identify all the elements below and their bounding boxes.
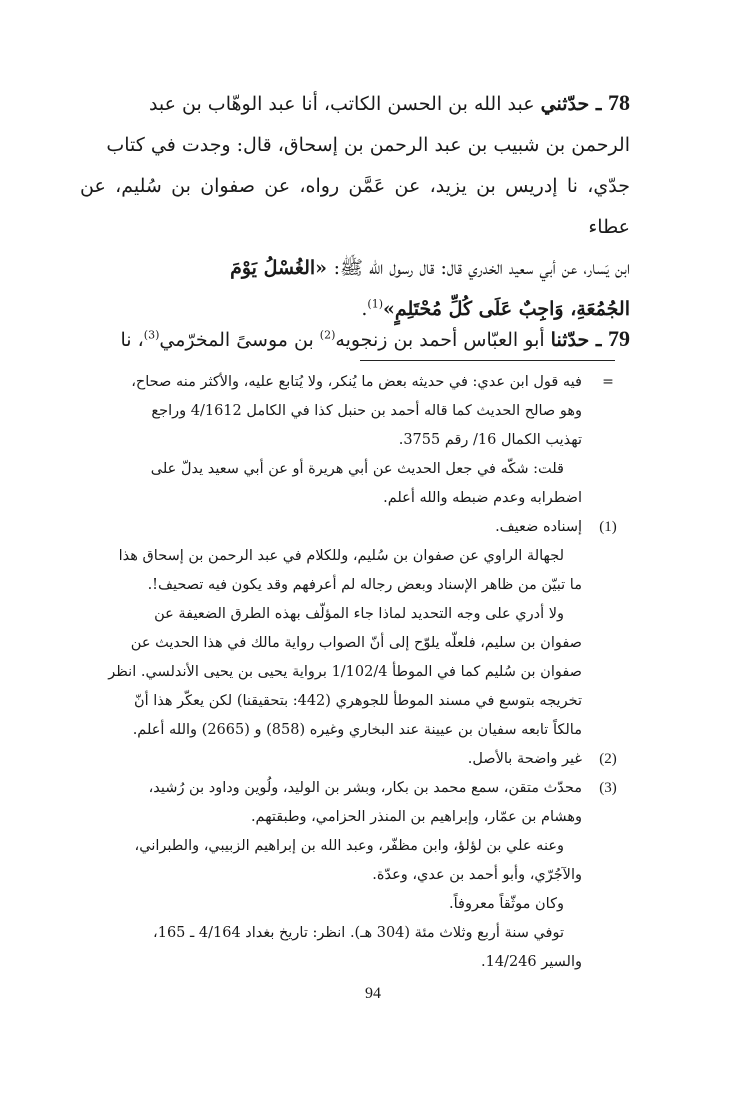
hadith-number: 79 [608,326,630,351]
hadith-dash: ـ [589,329,608,351]
footnote-number: (3) [599,780,617,796]
footnote-line: صفوان بن سليم، فلعلّه يلوّح إلى أنّ الصواب رواية مالك في هذا الحديث عن [130,635,582,651]
footnote-divider [360,360,615,361]
footnote-line: وهشام بن عمّار، وإبراهيم بن المنذر الحزامي، وطبقتهم. [250,809,582,825]
hadith-79-line-1 [80,318,630,361]
footnote-number: (2) [599,751,617,767]
isnad-text: أبو العبّاس أحمد بن زنجويه [335,329,551,351]
hadith-78-paragraph [80,82,630,330]
hadith-78-line-1 [80,82,630,125]
footnote-ref: (2) [319,328,336,342]
hadith-dash: ـ [589,93,608,115]
hadith-78-line-2: الرحمن بن شبيب بن عبد الرحمن بن إسحاق، قال: وجدت في كتاب [106,134,630,156]
isnad-text: عبد الله بن الحسن الكاتب، أنا عبد الوهّاب بن عبد [148,93,541,115]
footnote-ref: (1) [367,297,383,311]
footnote-line: مالكاً تابعه سفيان بن عيينة عند البخاري وغيره (858) و (2665) والله أعلم. [132,722,582,738]
isnad-text: ابن يَسار، عن أبي سعيد الخدري قال: قال رسول الله ﷺ: [333,257,630,279]
footnote-line: محدّث متقن، سمع محمد بن بكار، وبشر بن الوليد، ولُوين وداود بن رُشيد، [148,780,582,796]
footnote-1 [40,513,626,745]
footnote-2 [40,745,626,774]
footnotes-section [40,368,626,977]
footnote-line: ما تبيّن من ظاهر الإسناد وبعض رجاله لم أعرفهم وقد يكون فيه تصحيف!. [147,577,582,593]
footnote-3 [40,774,626,977]
footnote-line: توفي سنة أربع وثلاث مئة (304 هـ). انظر: تاريخ بغداد 4/164 ـ 165، [153,925,564,941]
footnote-line: قلت: شكّه في جعل الحديث عن أبي هريرة أو عن أبي سعيد يدلّ على [150,461,564,477]
narration-verb: حدّثنا [550,329,590,351]
footnote-line: والآجُرّي، وأبو أحمد بن عدي، وعدّة. [372,867,582,883]
hadith-78-line-4 [80,248,630,289]
footnote-line: صفوان بن سُليم كما في الموطأ 1/102/4 برواية يحيى بن يحيى الأندلسي. انظر [108,664,582,680]
continuation-mark: = [602,374,614,390]
footnote-line: غير واضحة بالأصل. [467,751,582,767]
narration-verb: حدّثني [540,93,590,115]
isnad-text: بن موسىً المخرّمي [159,329,320,351]
footnote-line: تهذيب الكمال 16/ رقم 3755. [398,432,582,448]
footnote-line: والسير 14/246. [481,954,582,970]
footnote-continuation [40,368,626,513]
footnote-line: ولا أدري على وجه التحديد لماذا جاء المؤلّف بهذه الطرق الضعيفة عن [154,606,564,622]
hadith-matn: «الغُسْلُ يَوْمَ [230,257,334,279]
end-period: . [361,298,368,320]
footnote-line: وهو صالح الحديث كما قاله أحمد بن حنبل كذا في الكامل 4/1612 وراجع [151,403,582,419]
hadith-78-line-3: جدّي، نا إدريس بن يزيد، عن عَمَّن رواه، عن صفوان بن سُليم، عن عطاء [80,175,630,238]
footnote-line: وعنه علي بن لؤلؤ، وابن مظفّر، وعبد الله بن إبراهيم الزبيبي، والطبراني، [134,838,564,854]
page-number: 94 [365,985,381,1002]
footnote-ref: (3) [143,328,160,342]
hadith-matn: الجُمُعَةِ، وَاجِبٌ عَلَى كُلِّ مُحْتَلِمٍ» [383,298,630,320]
footnote-line: إسناده ضعيف. [495,519,582,535]
footnote-line: فيه قول ابن عدي: في حديثه بعض ما يُنكر، ولا يُتابع عليه، والأكثر منه صحاح، [131,374,582,390]
footnote-number: (1) [599,519,617,535]
footnote-line: تخريجه بتوسع في مسند الموطأ للجوهري (442: بتحقيقنا) لكن يعكّر هذا أنّ [133,693,582,709]
footnote-line: اضطرابه وعدم ضبطه والله أعلم. [383,490,582,506]
footnote-line: لجهالة الراوي عن صفوان بن سُليم، وللكلام في عبد الرحمن بن إسحاق هذا [118,548,564,564]
footnote-line: وكان موثّقاً معروفاً. [449,896,564,912]
isnad-text: ، نا [120,329,144,351]
hadith-79-paragraph [80,318,630,361]
hadith-number: 78 [608,90,630,115]
